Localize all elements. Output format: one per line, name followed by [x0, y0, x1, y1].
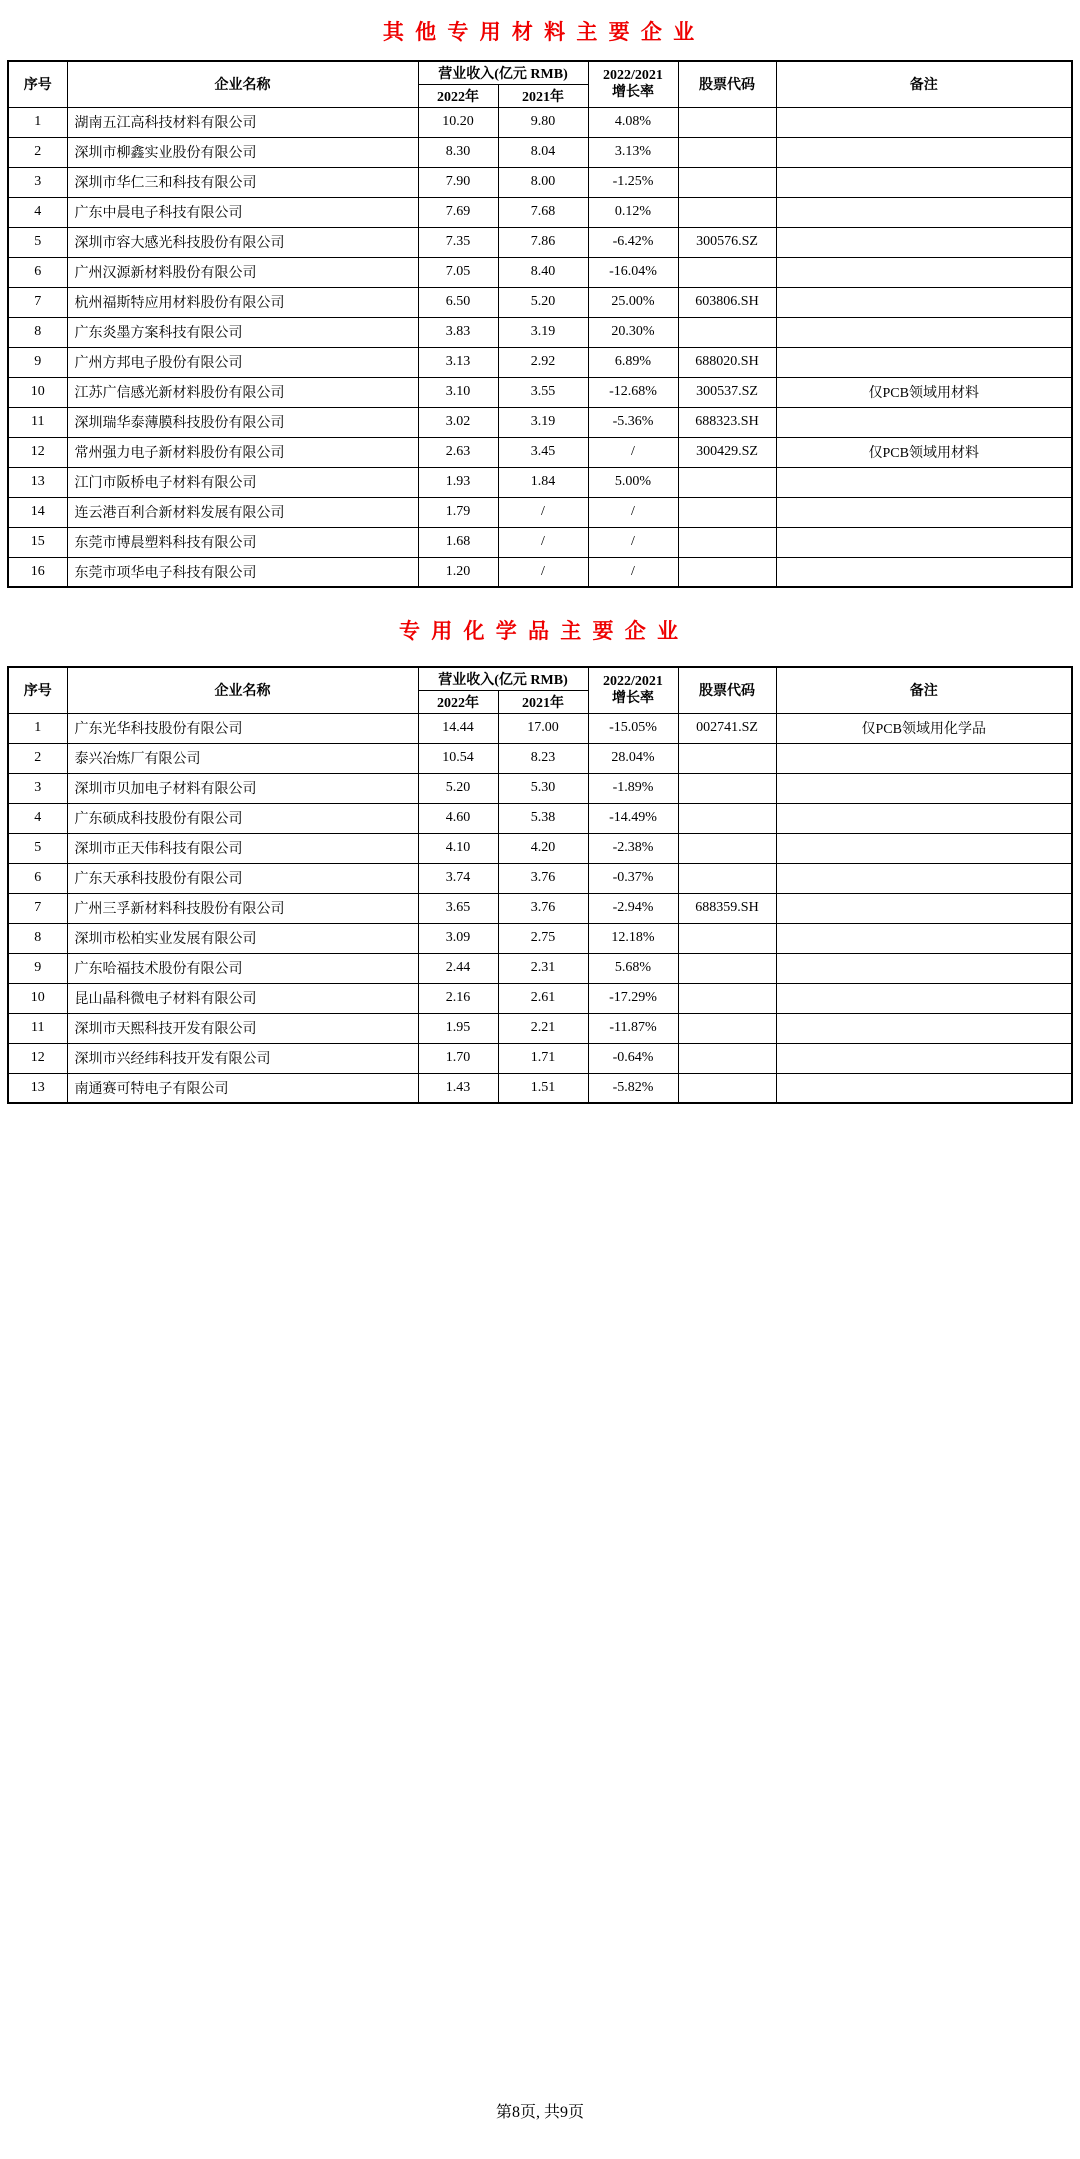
revenue-2022: 3.83: [418, 317, 498, 347]
stock-code: [678, 1043, 776, 1073]
revenue-2022: 10.54: [418, 743, 498, 773]
revenue-2022: 3.02: [418, 407, 498, 437]
growth-rate: 28.04%: [588, 743, 678, 773]
stock-code: [678, 923, 776, 953]
remark: [776, 527, 1072, 557]
table-row: [8, 317, 1072, 347]
stock-code: 603806.SH: [678, 287, 776, 317]
growth-rate: -1.89%: [588, 773, 678, 803]
revenue-2021: /: [498, 497, 588, 527]
remark: [776, 257, 1072, 287]
remark: [776, 923, 1072, 953]
company-name: 泰兴冶炼厂有限公司: [67, 743, 418, 773]
remark: [776, 287, 1072, 317]
growth-rate: 5.00%: [588, 467, 678, 497]
stock-code: [678, 773, 776, 803]
revenue-2021: 3.76: [498, 863, 588, 893]
row-number: 5: [8, 227, 67, 257]
table-row: [8, 743, 1072, 773]
table-body: [8, 107, 1072, 587]
row-number: 11: [8, 1013, 67, 1043]
revenue-2022: 10.20: [418, 107, 498, 137]
revenue-2022: 1.93: [418, 467, 498, 497]
growth-rate: -17.29%: [588, 983, 678, 1013]
stock-code: [678, 317, 776, 347]
company-name: 昆山晶科微电子材料有限公司: [67, 983, 418, 1013]
stock-code: [678, 1073, 776, 1103]
remark: [776, 983, 1072, 1013]
revenue-2021: 5.20: [498, 287, 588, 317]
stock-code: 002741.SZ: [678, 713, 776, 743]
header-year-2021: 2021年: [498, 84, 588, 107]
remark: [776, 1073, 1072, 1103]
remark: [776, 107, 1072, 137]
stock-code: 300537.SZ: [678, 377, 776, 407]
company-name: 深圳市贝加电子材料有限公司: [67, 773, 418, 803]
row-number: 9: [8, 347, 67, 377]
remark: [776, 1043, 1072, 1073]
header-growth-rate: [588, 61, 678, 107]
company-name: 广东天承科技股份有限公司: [67, 863, 418, 893]
table-row: [8, 467, 1072, 497]
revenue-2022: 3.13: [418, 347, 498, 377]
revenue-2021: 1.71: [498, 1043, 588, 1073]
row-number: 10: [8, 983, 67, 1013]
company-name: 广东哈福技术股份有限公司: [67, 953, 418, 983]
company-name: 广州三孚新材料科技股份有限公司: [67, 893, 418, 923]
row-number: 13: [8, 1073, 67, 1103]
growth-rate: -11.87%: [588, 1013, 678, 1043]
table-row: [8, 497, 1072, 527]
table-row: [8, 893, 1072, 923]
special-chemicals-table: [7, 666, 1073, 1104]
table-row: [8, 167, 1072, 197]
header-stock-code: 股票代码: [678, 61, 776, 107]
growth-rate: 25.00%: [588, 287, 678, 317]
other-special-materials-table: [7, 60, 1073, 588]
remark: [776, 137, 1072, 167]
revenue-2021: 3.45: [498, 437, 588, 467]
growth-rate: -12.68%: [588, 377, 678, 407]
row-number: 16: [8, 557, 67, 587]
company-name: 广州方邦电子股份有限公司: [67, 347, 418, 377]
header-growth-line1: 2022/2021: [603, 673, 663, 689]
revenue-2022: 3.74: [418, 863, 498, 893]
company-name: 深圳市天熙科技开发有限公司: [67, 1013, 418, 1043]
stock-code: [678, 833, 776, 863]
header-revenue-group: 营业收入(亿元 RMB): [418, 667, 588, 690]
row-number: 12: [8, 1043, 67, 1073]
growth-rate: -15.05%: [588, 713, 678, 743]
company-name: 广东硕成科技股份有限公司: [67, 803, 418, 833]
remark: [776, 227, 1072, 257]
company-name: 东莞市项华电子科技有限公司: [67, 557, 418, 587]
revenue-2021: 3.19: [498, 317, 588, 347]
table-row: [8, 527, 1072, 557]
row-number: 6: [8, 863, 67, 893]
stock-code: [678, 137, 776, 167]
header-growth-line1: 2022/2021: [603, 67, 663, 83]
revenue-2022: 1.20: [418, 557, 498, 587]
stock-code: 688359.SH: [678, 893, 776, 923]
company-name: 常州强力电子新材料股份有限公司: [67, 437, 418, 467]
revenue-2022: 8.30: [418, 137, 498, 167]
revenue-2022: 7.05: [418, 257, 498, 287]
growth-rate: -16.04%: [588, 257, 678, 287]
stock-code: 688323.SH: [678, 407, 776, 437]
table-row: [8, 983, 1072, 1013]
revenue-2021: 7.86: [498, 227, 588, 257]
table-row: [8, 1043, 1072, 1073]
company-name: 深圳市柳鑫实业股份有限公司: [67, 137, 418, 167]
revenue-2021: 2.61: [498, 983, 588, 1013]
header-growth-rate: [588, 667, 678, 713]
growth-rate: -5.82%: [588, 1073, 678, 1103]
remark: [776, 773, 1072, 803]
company-name: 江门市阪桥电子材料有限公司: [67, 467, 418, 497]
revenue-2021: 17.00: [498, 713, 588, 743]
table-row: [8, 557, 1072, 587]
table-row: [8, 1013, 1072, 1043]
company-name: 深圳市华仁三和科技有限公司: [67, 167, 418, 197]
table-row: [8, 863, 1072, 893]
stock-code: [678, 467, 776, 497]
revenue-2021: 2.31: [498, 953, 588, 983]
remark: [776, 803, 1072, 833]
page-number: 第8页, 共9页: [495, 2104, 584, 2121]
remark: 仅PCB领域用材料: [776, 377, 1072, 407]
header-growth-line2: 增长率: [612, 85, 654, 101]
row-number: 12: [8, 437, 67, 467]
revenue-2022: 4.60: [418, 803, 498, 833]
revenue-2022: 1.68: [418, 527, 498, 557]
revenue-2022: 5.20: [418, 773, 498, 803]
row-number: 5: [8, 833, 67, 863]
remark: 仅PCB领域用材料: [776, 437, 1072, 467]
growth-rate: -0.64%: [588, 1043, 678, 1073]
table-title-other-special-materials: 其 他 专 用 材 料 主 要 企 业: [382, 20, 698, 44]
revenue-2021: 3.76: [498, 893, 588, 923]
table-row: [8, 347, 1072, 377]
remark: [776, 953, 1072, 983]
row-number: 1: [8, 713, 67, 743]
row-number: 6: [8, 257, 67, 287]
row-number: 14: [8, 497, 67, 527]
stock-code: 300576.SZ: [678, 227, 776, 257]
growth-rate: -5.36%: [588, 407, 678, 437]
table-row: [8, 953, 1072, 983]
row-number: 8: [8, 317, 67, 347]
revenue-2022: 2.16: [418, 983, 498, 1013]
row-number: 8: [8, 923, 67, 953]
growth-rate: 4.08%: [588, 107, 678, 137]
revenue-2022: 1.95: [418, 1013, 498, 1043]
header-year-2021: 2021年: [498, 690, 588, 713]
growth-rate: 6.89%: [588, 347, 678, 377]
revenue-2022: 1.43: [418, 1073, 498, 1103]
revenue-2022: 4.10: [418, 833, 498, 863]
revenue-2022: 6.50: [418, 287, 498, 317]
growth-rate: -14.49%: [588, 803, 678, 833]
remark: [776, 497, 1072, 527]
header-stock-code: 股票代码: [678, 667, 776, 713]
company-name: 深圳市松柏实业发展有限公司: [67, 923, 418, 953]
remark: [776, 317, 1072, 347]
remark: [776, 1013, 1072, 1043]
table-title-special-chemicals: 专 用 化 学 品 主 要 企 业: [399, 619, 681, 643]
header-company-name: 企业名称: [67, 667, 418, 713]
growth-rate: /: [588, 557, 678, 587]
remark: [776, 167, 1072, 197]
revenue-2022: 1.79: [418, 497, 498, 527]
stock-code: [678, 167, 776, 197]
growth-rate: 5.68%: [588, 953, 678, 983]
revenue-2021: 5.38: [498, 803, 588, 833]
table-row: [8, 407, 1072, 437]
stock-code: 688020.SH: [678, 347, 776, 377]
revenue-2021: 2.92: [498, 347, 588, 377]
revenue-2022: 2.63: [418, 437, 498, 467]
growth-rate: 12.18%: [588, 923, 678, 953]
stock-code: [678, 1013, 776, 1043]
revenue-2022: 3.65: [418, 893, 498, 923]
table-row: [8, 713, 1072, 743]
revenue-2022: 3.10: [418, 377, 498, 407]
revenue-2021: 8.23: [498, 743, 588, 773]
row-number: 13: [8, 467, 67, 497]
company-name: 广东光华科技股份有限公司: [67, 713, 418, 743]
revenue-2021: 4.20: [498, 833, 588, 863]
growth-rate: 20.30%: [588, 317, 678, 347]
header-row-number: 序号: [8, 61, 67, 107]
revenue-2022: 7.69: [418, 197, 498, 227]
revenue-2021: 1.84: [498, 467, 588, 497]
header-remark: 备注: [776, 61, 1072, 107]
row-number: 2: [8, 137, 67, 167]
growth-rate: -1.25%: [588, 167, 678, 197]
revenue-2021: 1.51: [498, 1073, 588, 1103]
company-name: 深圳市正天伟科技有限公司: [67, 833, 418, 863]
header-year-2022: 2022年: [418, 84, 498, 107]
table-row: [8, 803, 1072, 833]
remark: [776, 407, 1072, 437]
row-number: 4: [8, 803, 67, 833]
revenue-2021: 2.21: [498, 1013, 588, 1043]
row-number: 1: [8, 107, 67, 137]
stock-code: [678, 803, 776, 833]
revenue-2021: 9.80: [498, 107, 588, 137]
growth-rate: -0.37%: [588, 863, 678, 893]
revenue-2021: 7.68: [498, 197, 588, 227]
table-header: [8, 61, 1072, 107]
growth-rate: /: [588, 497, 678, 527]
table-row: [8, 137, 1072, 167]
row-number: 10: [8, 377, 67, 407]
table-row: [8, 257, 1072, 287]
revenue-2022: 14.44: [418, 713, 498, 743]
stock-code: [678, 953, 776, 983]
stock-code: [678, 743, 776, 773]
header-growth-line2: 增长率: [612, 691, 654, 707]
table-row: [8, 287, 1072, 317]
header-company-name: 企业名称: [67, 61, 418, 107]
table-body: [8, 713, 1072, 1103]
remark: [776, 467, 1072, 497]
row-number: 3: [8, 167, 67, 197]
table-row: [8, 107, 1072, 137]
table-row: [8, 197, 1072, 227]
header-remark: 备注: [776, 667, 1072, 713]
company-name: 广州汉源新材料股份有限公司: [67, 257, 418, 287]
remark: [776, 197, 1072, 227]
growth-rate: -2.94%: [588, 893, 678, 923]
table-row: [8, 833, 1072, 863]
revenue-2021: 8.04: [498, 137, 588, 167]
revenue-2021: 8.00: [498, 167, 588, 197]
remark: 仅PCB领域用化学品: [776, 713, 1072, 743]
revenue-2022: 3.09: [418, 923, 498, 953]
table-row: [8, 923, 1072, 953]
company-name: 深圳市兴经纬科技开发有限公司: [67, 1043, 418, 1073]
revenue-2022: 2.44: [418, 953, 498, 983]
stock-code: [678, 863, 776, 893]
row-number: 7: [8, 893, 67, 923]
company-name: 广东炎墨方案科技有限公司: [67, 317, 418, 347]
company-name: 杭州福斯特应用材料股份有限公司: [67, 287, 418, 317]
row-number: 7: [8, 287, 67, 317]
row-number: 9: [8, 953, 67, 983]
company-name: 连云港百利合新材料发展有限公司: [67, 497, 418, 527]
revenue-2021: 2.75: [498, 923, 588, 953]
growth-rate: 0.12%: [588, 197, 678, 227]
header-revenue-group: 营业收入(亿元 RMB): [418, 61, 588, 84]
revenue-2022: 1.70: [418, 1043, 498, 1073]
company-name: 江苏广信感光新材料股份有限公司: [67, 377, 418, 407]
stock-code: [678, 107, 776, 137]
stock-code: [678, 257, 776, 287]
stock-code: [678, 983, 776, 1013]
growth-rate: /: [588, 437, 678, 467]
company-name: 广东中晨电子科技有限公司: [67, 197, 418, 227]
remark: [776, 893, 1072, 923]
revenue-2021: /: [498, 557, 588, 587]
remark: [776, 347, 1072, 377]
stock-code: [678, 497, 776, 527]
table-header: [8, 667, 1072, 713]
header-year-2022: 2022年: [418, 690, 498, 713]
stock-code: [678, 557, 776, 587]
company-name: 深圳市容大感光科技股份有限公司: [67, 227, 418, 257]
revenue-2021: 8.40: [498, 257, 588, 287]
company-name: 东莞市博晨塑料科技有限公司: [67, 527, 418, 557]
row-number: 15: [8, 527, 67, 557]
revenue-2022: 7.35: [418, 227, 498, 257]
growth-rate: -6.42%: [588, 227, 678, 257]
remark: [776, 863, 1072, 893]
revenue-2022: 7.90: [418, 167, 498, 197]
stock-code: 300429.SZ: [678, 437, 776, 467]
company-name: 南通赛可特电子有限公司: [67, 1073, 418, 1103]
revenue-2021: 3.55: [498, 377, 588, 407]
stock-code: [678, 197, 776, 227]
row-number: 4: [8, 197, 67, 227]
revenue-2021: 3.19: [498, 407, 588, 437]
growth-rate: -2.38%: [588, 833, 678, 863]
table-row: [8, 773, 1072, 803]
row-number: 11: [8, 407, 67, 437]
stock-code: [678, 527, 776, 557]
revenue-2021: /: [498, 527, 588, 557]
table-row: [8, 377, 1072, 407]
company-name: 湖南五江高科技材料有限公司: [67, 107, 418, 137]
remark: [776, 743, 1072, 773]
growth-rate: /: [588, 527, 678, 557]
remark: [776, 833, 1072, 863]
header-row-number: 序号: [8, 667, 67, 713]
company-name: 深圳瑞华泰薄膜科技股份有限公司: [67, 407, 418, 437]
row-number: 2: [8, 743, 67, 773]
growth-rate: 3.13%: [588, 137, 678, 167]
remark: [776, 557, 1072, 587]
revenue-2021: 5.30: [498, 773, 588, 803]
row-number: 3: [8, 773, 67, 803]
table-row: [8, 437, 1072, 467]
table-row: [8, 1073, 1072, 1103]
table-row: [8, 227, 1072, 257]
